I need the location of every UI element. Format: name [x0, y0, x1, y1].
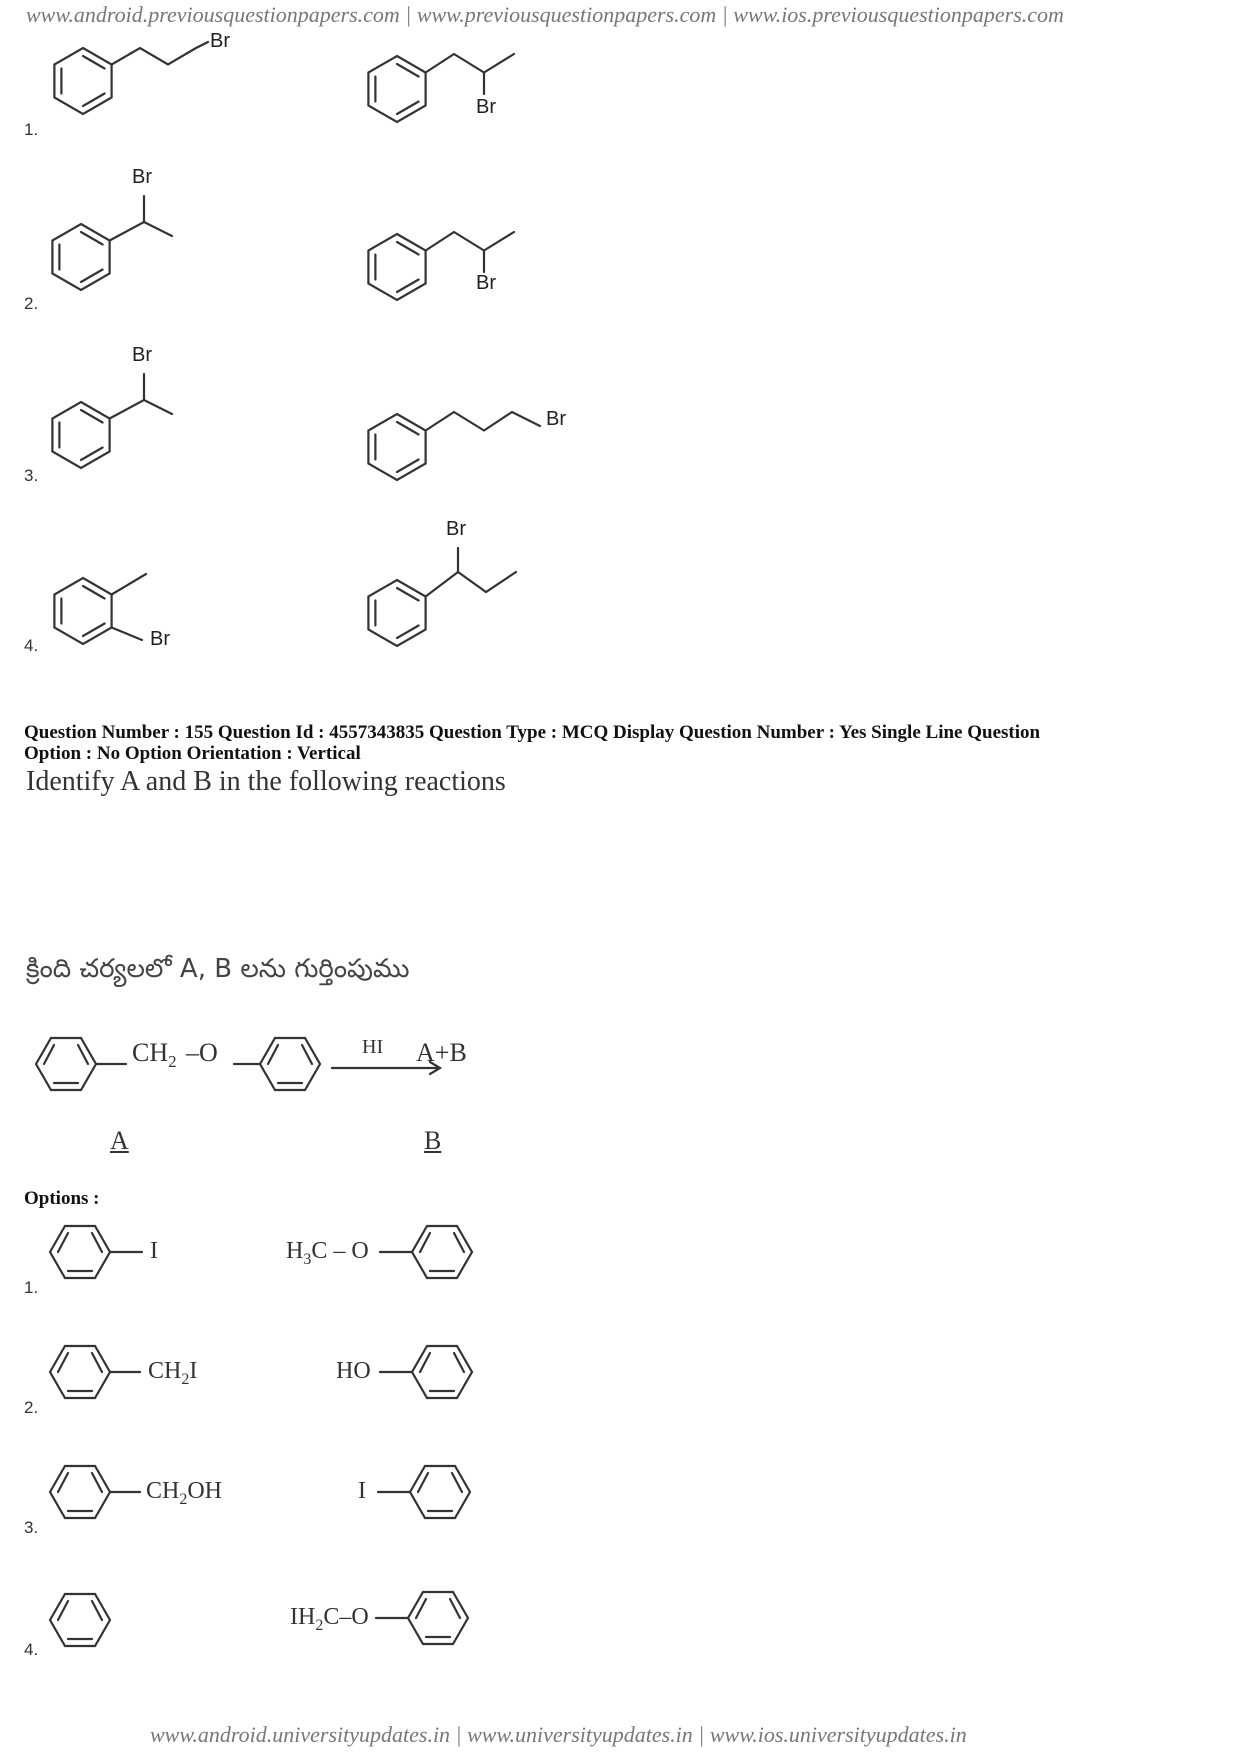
- reaction-oxygen: –O: [186, 1038, 218, 1067]
- option-3-a-structure: [50, 1462, 150, 1532]
- prev-option-2-left-br: Br: [132, 166, 152, 188]
- reaction-products: A+B: [416, 1038, 467, 1067]
- prev-option-4-left-br: Br: [150, 628, 170, 650]
- prev-option-2-right-structure: [364, 234, 564, 324]
- watermark-top: www.android.previousquestionpapers.com | www.previousquestionpapers.com | www.ios.previousquestionpapers.com: [26, 2, 1064, 27]
- option-1-a-structure: [50, 1222, 150, 1292]
- option-4-number: 4.: [24, 1640, 39, 1659]
- reaction-ch2: $CH_2$: [132, 1038, 177, 1072]
- option-2-number: 2.: [24, 1398, 39, 1417]
- prev-option-1-right-br: Br: [476, 96, 496, 118]
- question-meta-line1: Question Number : 155 Question Id : 4557343835 Question Type : MCQ Display Question Number : Yes Single Line Question: [24, 722, 1041, 743]
- prev-option-1-number: 1.: [24, 120, 39, 139]
- options-label: Options :: [24, 1188, 100, 1209]
- prev-option-2-left-structure: [48, 224, 248, 314]
- prev-option-2-right-br: Br: [476, 272, 496, 294]
- option-2-b-text: HO: [336, 1358, 371, 1384]
- question-meta: [24, 722, 1224, 764]
- option-1-number: 1.: [24, 1278, 39, 1297]
- option-2-b-structure: [380, 1342, 480, 1412]
- prev-option-4-number: 4.: [24, 636, 39, 655]
- reaction-reagent: HI: [362, 1036, 384, 1058]
- question-meta-line2: Option : No Option Orientation : Vertical: [24, 743, 361, 764]
- question-text-telugu: క్రింది చర్యలలో A, B లను గుర్తింపుము: [26, 954, 410, 984]
- prev-option-2-number: 2.: [24, 294, 39, 313]
- option-4-b-text: $IH_2C-O$: [290, 1604, 369, 1634]
- option-3-number: 3.: [24, 1518, 39, 1537]
- reaction-phenyl-ring: [234, 1034, 344, 1114]
- option-1-a-text: I: [150, 1238, 158, 1264]
- option-3-a-text: $CH_2OH$: [146, 1478, 223, 1508]
- prev-option-1-left-structure: [50, 48, 250, 138]
- prev-option-3-number: 3.: [24, 466, 39, 485]
- option-2-a-text: $CH_2I$: [148, 1358, 198, 1388]
- column-label-b: B: [424, 1126, 442, 1155]
- option-3-b-structure: [378, 1462, 478, 1532]
- prev-option-4-right-br: Br: [446, 518, 466, 540]
- question-text-english: Identify A and B in the following reactions: [26, 766, 506, 797]
- option-4-a-structure: [50, 1590, 120, 1660]
- prev-option-1-right-structure: [364, 56, 564, 146]
- prev-option-3-left-structure: [48, 402, 248, 492]
- option-2-a-structure: [50, 1342, 150, 1412]
- prev-option-1-left-br: Br: [210, 30, 230, 52]
- watermark-bottom: www.android.universityupdates.in | www.universityupdates.in | www.ios.universityupdates.in: [150, 1722, 967, 1747]
- option-1-b-text: $H_3C$ – O: [286, 1238, 369, 1268]
- option-3-b-text: I: [358, 1478, 366, 1504]
- option-4-b-structure: [376, 1588, 476, 1658]
- prev-option-3-left-br: Br: [132, 344, 152, 366]
- prev-option-4-left-structure: [50, 578, 250, 668]
- prev-option-4-right-structure: [364, 580, 584, 670]
- option-1-b-structure: [380, 1222, 480, 1292]
- column-label-a: A: [110, 1126, 129, 1155]
- prev-option-3-right-br: Br: [546, 408, 566, 430]
